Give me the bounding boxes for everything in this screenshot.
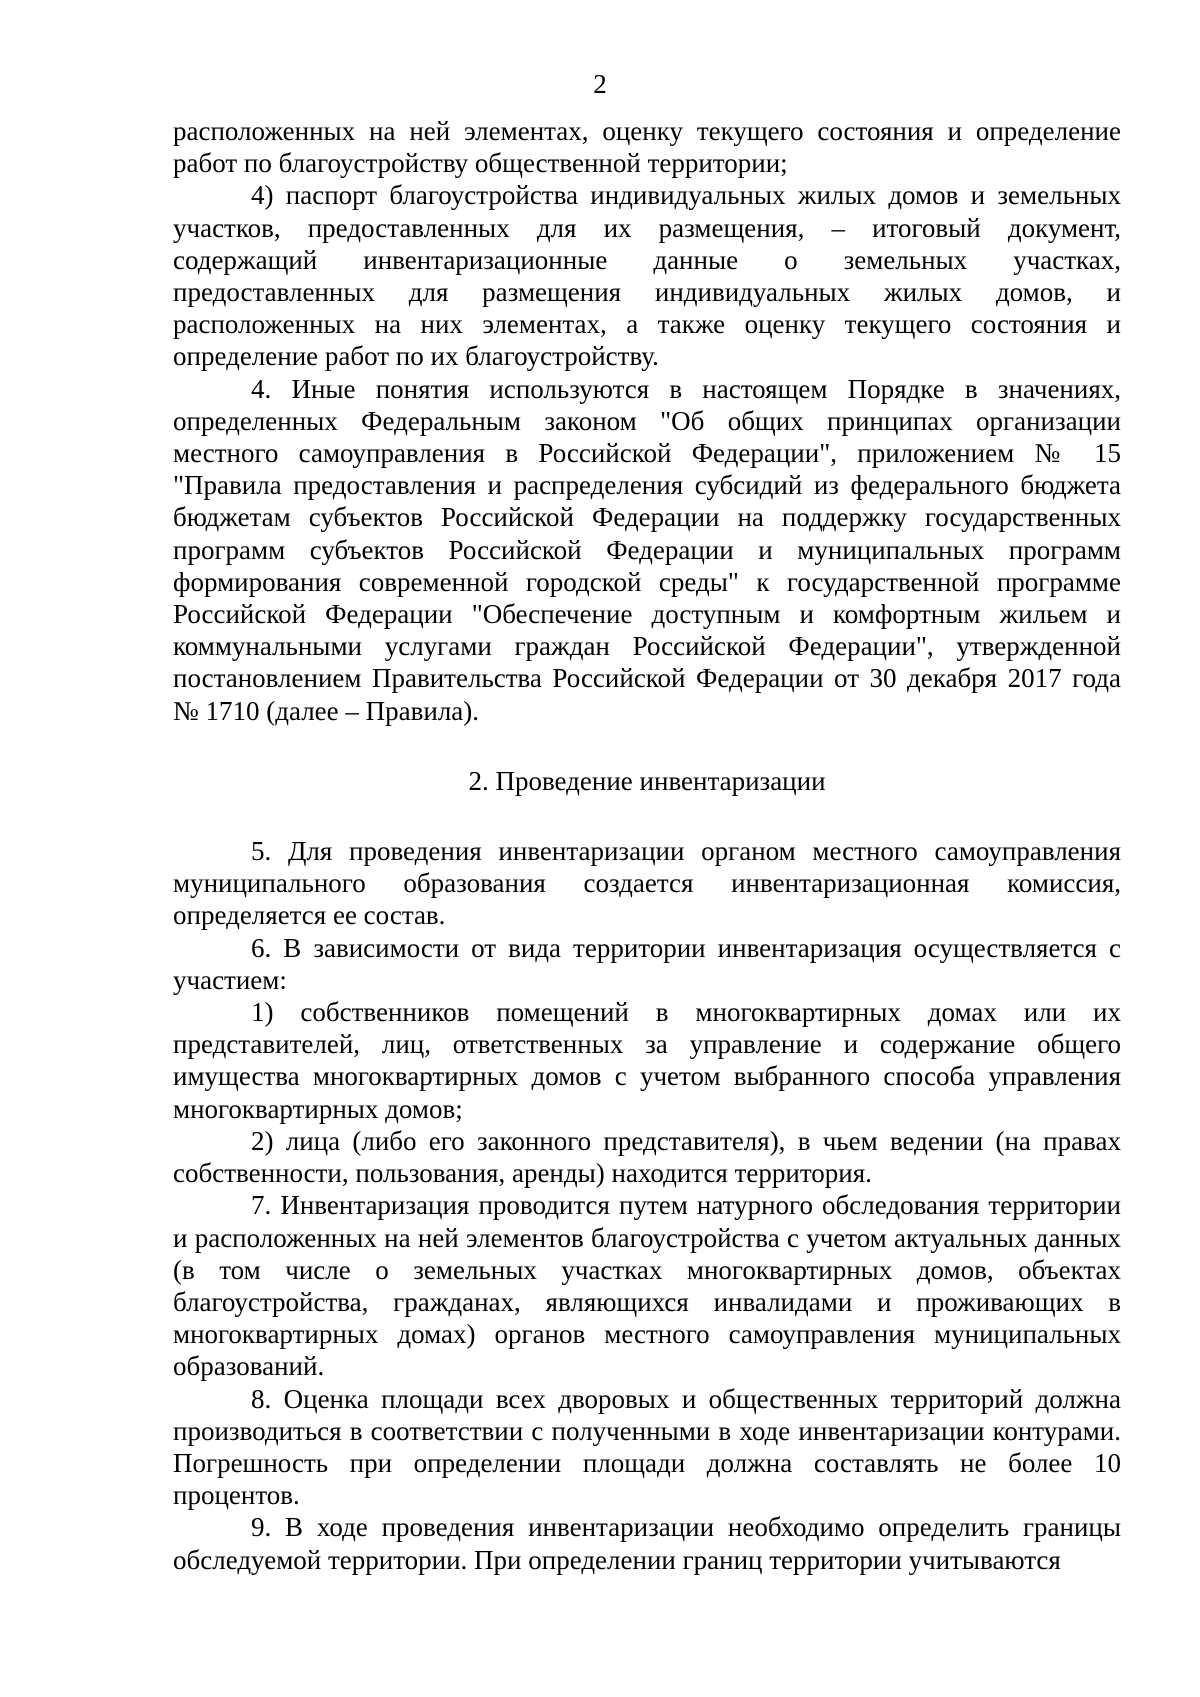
paragraph: 9. В ходе проведения инвентаризации необходимо определить границы обследуемой территории. При определении границ территории учитываются bbox=[173, 1512, 1121, 1575]
paragraph: 8. Оценка площади всех дворовых и общественных территорий должна производиться в соответствии с полученными в ходе инвентаризации контурами. Погрешность при определении площади должна составлять не более 10 процентов. bbox=[173, 1383, 1121, 1511]
paragraph: расположенных на ней элементах, оценку текущего состояния и определение работ по благоустройству общественной территории; bbox=[173, 116, 1121, 179]
paragraph: 1) собственников помещений в многоквартирных домах или их представителей, лиц, ответственных за управление и содержание общего имущества многоквартирных домов с учетом выбранного способа управления многоквартирных домов; bbox=[173, 997, 1121, 1124]
paragraph: 7. Инвентаризация проводится путем натурного обследования территории и расположенных на ней элементов благоустройства с учетом актуальных данных (в том числе о земельных участках многоквартирных домов, объектах благоустройства, гражданах, являющихся инвалидами и проживающих в многоквартирных домах) органов местного самоуправления муниципальных образований. bbox=[173, 1190, 1121, 1382]
paragraph: 4. Иные понятия используются в настоящем Порядке в значениях, определенных Федеральным законом "Об общих принципах организации местного самоуправления в Российской Федерации", приложением № 15 "Правила предоставления и распределения субсидий из федерального бюджета бюджетам субъектов Российской Федерации на поддержку государственных программ субъектов Российской Федерации и муниципальных программ формирования современной городской среды" к государственной программе Российской Федерации "Обеспечение доступным и комфортным жильем и коммунальными услугами граждан Российской Федерации", утвержденной постановлением Правительства Российской Федерации от 30 декабря 2017 года № 1710 (далее – Правила). bbox=[173, 373, 1121, 726]
paragraphs-after bbox=[173, 835, 1121, 1576]
paragraph: 6. В зависимости от вида территории инвентаризация осуществляется с участием: bbox=[173, 932, 1121, 995]
paragraph: 4) паспорт благоустройства индивидуальных жилых домов и земельных участков, предоставленных для их размещения, – итоговый документ, содержащий инвентаризационные данные о земельных участках, предоставленных для размещения индивидуальных жилых домов, и расположенных на них элементах, а также оценку текущего состояния и определение работ по их благоустройству. bbox=[173, 180, 1121, 372]
page-number: 2 bbox=[593, 69, 607, 99]
document-body bbox=[173, 115, 1121, 1576]
paragraph: 2) лица (либо его законного представителя), в чьем ведении (на правах собственности, пользования, аренды) находится территория. bbox=[173, 1125, 1121, 1189]
paragraph: 5. Для проведения инвентаризации органом местного самоуправления муниципального образования создается инвентаризационная комиссия, определяется ее состав. bbox=[173, 836, 1121, 931]
paragraphs-before bbox=[173, 115, 1121, 727]
section-title: 2. Проведение инвентаризации bbox=[468, 765, 826, 796]
